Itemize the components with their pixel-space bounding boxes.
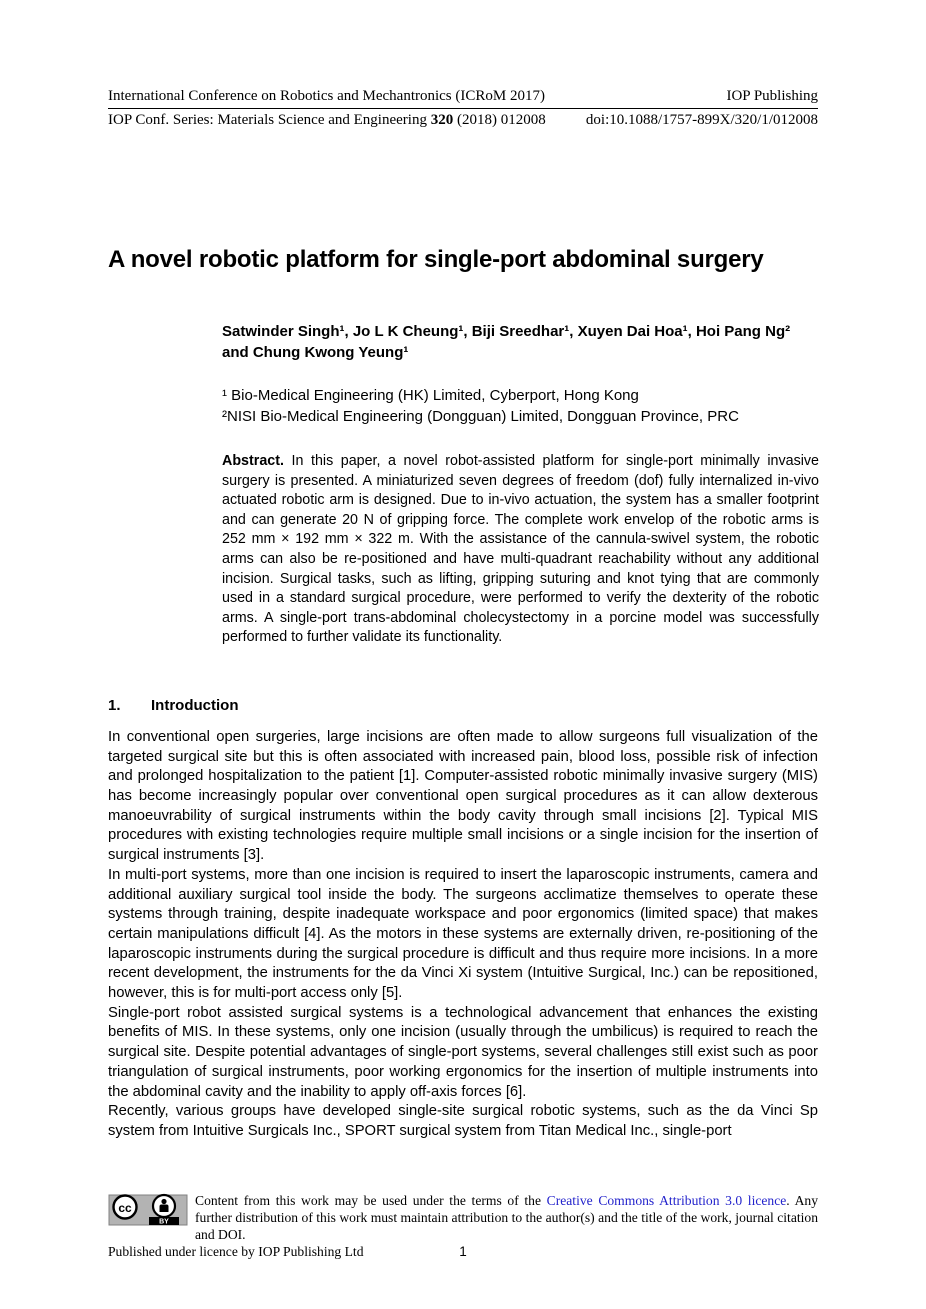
section-title: Introduction [151, 696, 239, 714]
author-list: Satwinder Singh¹, Jo L K Cheung¹, Biji Sreedhar¹, Xuyen Dai Hoa¹, Hoi Pang Ng² and Chung Kwong Yeung¹ [222, 323, 791, 361]
conference-name: International Conference on Robotics and Mechantronics (ICRoM 2017) [108, 88, 545, 104]
license-row [108, 1192, 818, 1243]
abstract-text: In this paper, a novel robot-assisted platform for single-port minimally invasive surgery is presented. A miniaturized seven degrees of freedom (dof) fully internalized in-vivo actuated robotic arm is designed. Due to in-vivo actuation, the system has a smaller footprint and can generate 20 N of gripping force. The complete work envelop of the robotic arms is 252 mm × 192 mm × 322 m. With the assistance of the cannula-swivel system, the robotic arms can also be re-positioned and have multi-quadrant reachability without any additional incision. Surgical tasks, such as lifting, gripping suturing and knot tying that are commonly used in a standard surgical procedure, were performed to verify the dexterity of the robotic arms. A single-port trans-abdominal cholecystectomy in a porcine model was successfully performed to further validate its functionality. [222, 453, 819, 646]
license-text-after: . Any further distribution of this work must maintain attribution to the author(s) and the title of the work, journal citation and DOI. [195, 1193, 818, 1242]
journal-header [108, 88, 818, 129]
cc-license-link[interactable]: Creative Commons Attribution 3.0 licence [546, 1193, 787, 1208]
page-footer [108, 1192, 818, 1260]
header-line-2 [108, 112, 818, 129]
section-heading-introduction [108, 697, 818, 714]
paragraph: In conventional open surgeries, large incisions are often made to allow surgeons full visualization of the targeted surgical site but this is often associated with increased pain, blood loss, possible risk of infection and prolonged hospitalization to the patient [1]. Computer-assisted robotic minimally invasive surgery (MIS) has become increasingly popular over conventional open surgical procedures as it can allow dexterous manoeuvrability of surgical instruments within the body cavity through small incisions [2]. Typical MIS procedures with existing technologies require multiple small incisions or a single incision for the insertion of surgical instruments [3]. [108, 728, 818, 864]
section-number: 1. [108, 696, 121, 714]
svg-text:cc: cc [118, 1201, 132, 1215]
introduction-body [108, 728, 818, 1142]
affiliations [222, 385, 819, 427]
doi: doi:10.1088/1757-899X/320/1/012008 [585, 112, 818, 128]
header-divider [108, 108, 818, 109]
license-text-before: Content from this work may be used under the terms of the [195, 1193, 547, 1208]
header-line-1 [108, 88, 818, 108]
published-statement: Published under licence by IOP Publishing Ltd [108, 1244, 364, 1259]
affiliation-1: ¹ Bio-Medical Engineering (HK) Limited, Cyberport, Hong Kong [222, 387, 639, 404]
affiliation-2: ²NISI Bio-Medical Engineering (Dongguan) Limited, Dongguan Province, PRC [222, 408, 739, 425]
paragraph: In multi-port systems, more than one incision is required to insert the laparoscopic instruments, camera and additional auxiliary surgical tool inside the body. The surgeons acclimatize themselves to operate these systems through training, despite inadequate workspace and poor ergonomics (limited space) that makes certain manipulations difficult [4]. As the motors in these systems are externally driven, re-positioning of the laparoscopic instruments during the surgical procedure is difficult and thus require more incisions. In a more recent development, the instruments for the da Vinci Xi system (Intuitive Surgical, Inc.) can be repositioned, however, this is for multi-port access only [5]. [108, 866, 818, 1002]
page-number: 1 [459, 1244, 467, 1259]
paragraph: Single-port robot assisted surgical systems is a technological advancement that enhances the existing benefits of MIS. In these systems, only one incision (usually through the umbilicus) is required to reach the surgical site. Despite potential advantages of single-port systems, several challenges still exist such as poor triangulation of surgical instruments, poor working ergonomics for the insertion of multiple instruments into the abdominal cavity and the inability to apply off-axis forces [6]. [108, 1004, 818, 1100]
cc-by-badge-icon [108, 1192, 188, 1229]
publisher-name: IOP Publishing [726, 88, 818, 104]
abstract [222, 452, 819, 648]
abstract-label: Abstract. [222, 453, 284, 469]
license-text [195, 1192, 818, 1243]
paragraph: Recently, various groups have developed single-site surgical robotic systems, such as the da Vinci Sp system from Intuitive Surgicals Inc., SPORT surgical system from Titan Medical Inc., single-port [108, 1103, 818, 1139]
published-row [108, 1244, 818, 1260]
badge-by-label: BY [159, 1218, 169, 1226]
volume-number: 320 [430, 112, 454, 128]
paper-title: A novel robotic platform for single-port abdominal surgery [108, 246, 764, 273]
series-citation: IOP Conf. Series: Materials Science and Engineering 320 (2018) 012008 [108, 112, 546, 128]
page-content [108, 0, 818, 1142]
